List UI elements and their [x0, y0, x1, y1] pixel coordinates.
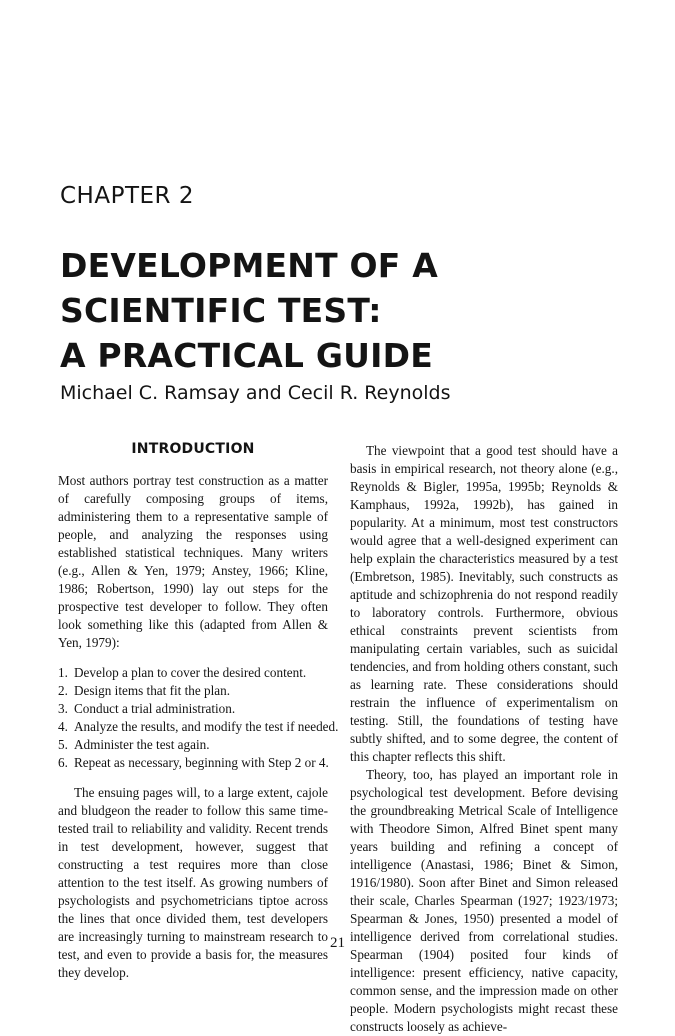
step-number: 4.: [58, 719, 68, 734]
step-text: Administer the test again.: [74, 737, 210, 752]
chapter-authors: Michael C. Ramsay and Cecil R. Reynolds: [60, 382, 451, 404]
chapter-title-line: DEVELOPMENT OF A: [60, 246, 438, 285]
chapter-title-line: A PRACTICAL GUIDE: [60, 336, 433, 375]
list-item: [58, 736, 328, 754]
list-item: [58, 700, 328, 718]
list-item: [58, 682, 328, 700]
list-item: [58, 718, 339, 736]
chapter-title-line: SCIENTIFIC TEST:: [60, 291, 382, 330]
step-text: Repeat as necessary, beginning with Step 2 or 4.: [74, 755, 329, 770]
step-text: Design items that fit the plan.: [74, 683, 231, 698]
step-text: Conduct a trial administration.: [74, 701, 236, 716]
chapter-title: [60, 243, 620, 378]
steps-list: [58, 664, 339, 772]
section-heading-introduction: INTRODUCTION: [131, 441, 255, 457]
body-paragraph-viewpoint: The viewpoint that a good test should have a basis in empirical research, not theory alone (e.g., Reynolds & Bigler, 1995a, 1995b; Reynolds & Kamphaus, 1992a, 1992b), has gained in popularity. At a minimum, most test constructors would agree that a well-designed experiment can help explain the characteristics measured by a test (Embretson, 1985). Inevitably, such constructs as aptitude and schizophrenia do not respond readily to laboratory controls. Furthermore, obvious ethical constraints prevent scientists from manipulating certain variables, such as suicidal tendencies, and from holding others constant, such as learning rate. These considerations should restrain the influence of experimentalism on testing. Still, the foundations of testing have subtly shifted, and to some degree, the content of this chapter reflects this shift.: [350, 443, 618, 764]
list-item: [58, 754, 328, 772]
step-text: Analyze the results, and modify the test if needed.: [74, 719, 339, 734]
step-number: 1.: [58, 665, 68, 680]
body-paragraph-theory: Theory, too, has played an important role in psychological test development. Before devising the groundbreaking Metrical Scale of Intelligence with Theodore Simon, Alfred Binet spent many years building and refining a concept of intelligence (Anastasi, 1986; Binet & Simon, 1916/1980). Soon after Binet and Simon released their scale, Charles Spearman (1927; 1923/1973; Spearman & Jones, 1950) presented a model of intelligence derived from correlational studies. Spearman (1904) posited four kinds of intelligence: present efficiency, native capacity, common sense, and the impression made on other people. Modern psychologists might recast these constructs loosely as achieve-: [350, 767, 618, 1034]
step-number: 5.: [58, 737, 68, 752]
page-number: 21: [330, 935, 345, 951]
introduction-paragraph-1: Most authors portray test construction as a matter of carefully composing groups of items, administering them to a representative sample of people, and analyzing the responses using established statistical techniques. Many writers (e.g., Allen & Yen, 1979; Anstey, 1966; Kline, 1986; Robertson, 1990) lay out steps for the prospective test developer to follow. They often look something like this (adapted from Allen & Yen, 1979):: [58, 473, 328, 650]
step-number: 3.: [58, 701, 68, 716]
step-text: Develop a plan to cover the desired content.: [74, 665, 307, 680]
chapter-label: CHAPTER 2: [60, 183, 194, 209]
step-number: 6.: [58, 755, 68, 770]
step-number: 2.: [58, 683, 68, 698]
list-item: [58, 664, 328, 682]
introduction-paragraph-2: The ensuing pages will, to a large extent, cajole and bludgeon the reader to follow this same time-tested trail to reliability and validity. Recent trends in test development, however, suggest that constructing a test requires more than close attention to the test itself. As growing numbers of psychologists and psychometricians tiptoe across the lines that once divided them, test developers are increasingly turning to mainstream research to test, and even to provide a basis for, the measures they develop.: [58, 785, 328, 980]
